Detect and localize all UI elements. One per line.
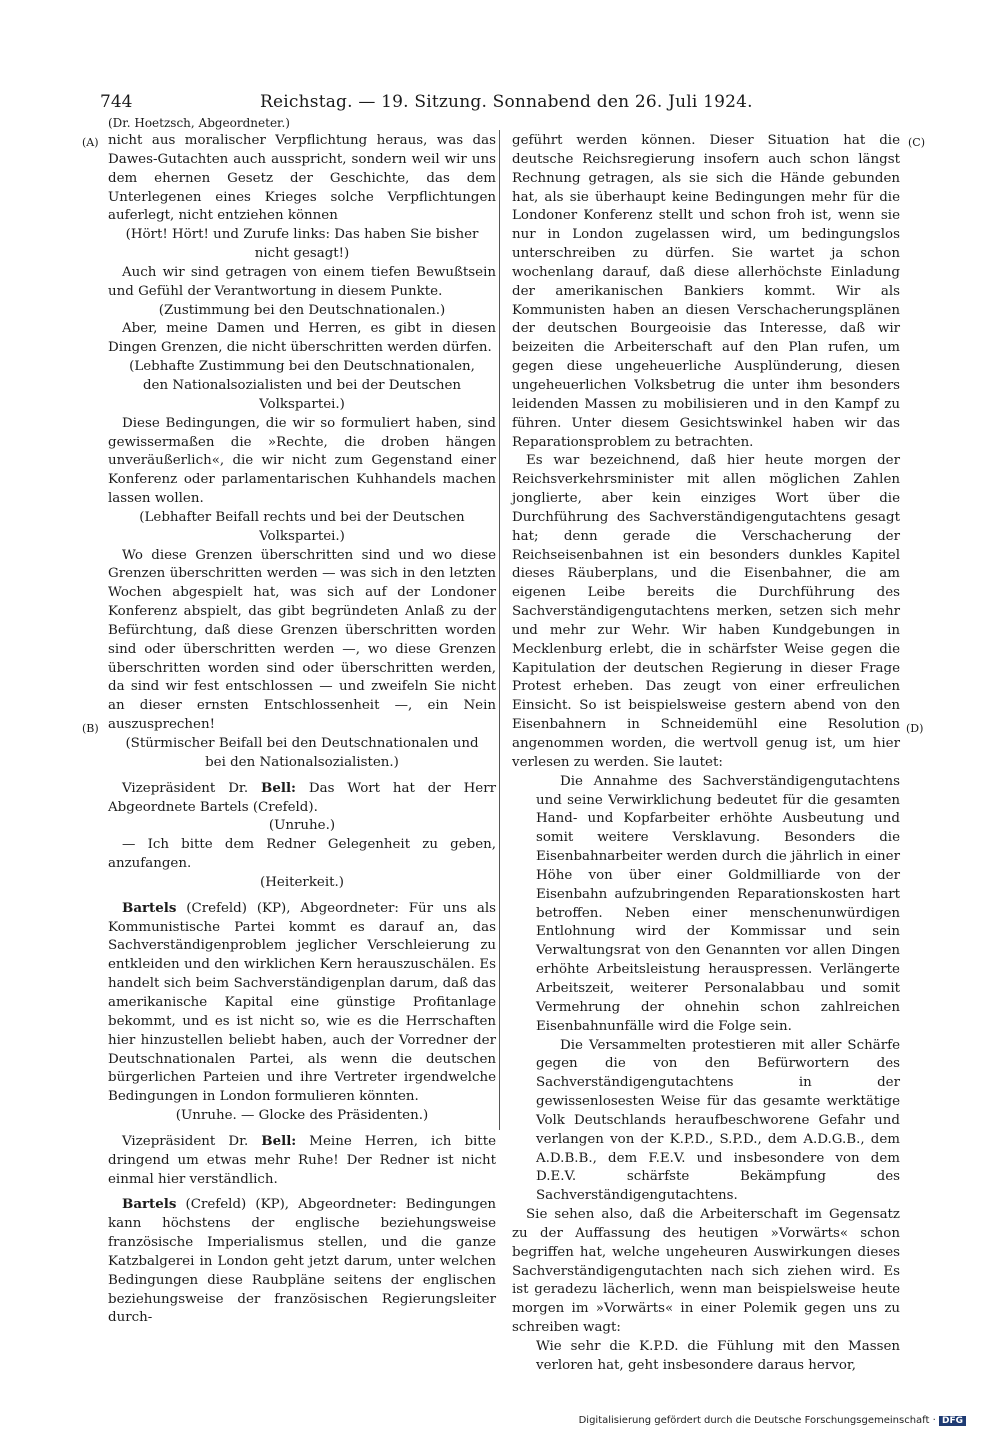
margin-marker-d: (D) <box>906 722 924 735</box>
speaker-name: Bartels <box>122 899 177 916</box>
interjection: (Lebhafter Beifall rechts und bei der Deutschen Volkspartei.) <box>139 509 465 544</box>
speech-text: (Crefeld) (KP), Abgeordneter: Für uns als Kommunistische Partei kommt es darauf an, das Sachverständigenproblem jeglicher Verschleierung zu entkleiden und den wirklichen Kern herauszuschälen. Es handelt sich beim Sachverständigenplan darum, daß das amerikanische Kapital eine günstige Profitanlage bekommt, und es ist nicht so, wie es die Herrschaften hier hinzustellen beliebt haben, auch der Vorredner der Deutschnationalen Partei, als wenn die deutschen bürgerlichen Parteien und ihre Vertreter irgendwelche Bedingungen in London formulieren könnten. <box>108 900 496 1105</box>
paragraph: Aber, meine Damen und Herren, es gibt in diesen Dingen Grenzen, die nicht überschritten werden dürfen. <box>108 321 496 356</box>
speech-text: Das Wort hat der Herr Abgeordnete Bartels (Crefeld). <box>108 780 496 815</box>
paragraph: Diese Bedingungen, die wir so formuliert haben, sind gewissermaßen die »Rechte, die droben hängen unveräußerlich«, die wir nicht zum Gegenstand einer Konferenz oder parlamentarischen Kuhhandels machen lassen wollen. <box>108 415 496 507</box>
paragraph: Es war bezeichnend, daß hier heute morgen der Reichsverkehrsminister mit allen möglichen Zahlen jonglierte, aber kein einziges Wort über die Durchführung des Sachverständigengutachtens gesagt hat; denn gerade die Verschacherung der Reichseisenbahnen ist ein besonders dunkles Kapitel dieses Räuberplans, und die Eisenbahner, die am eigenen Leibe bereits die Durchführung des Sachverständigengutachtens merken, setzen sich mehr und mehr zur Wehr. Wir haben Kundgebungen in Mecklenburg erlebt, die in schärfster Weise gegen die Kapitulation der deutschen Regierung in dieser Frage Protest erheben. Das zeugt von einer erfreulichen Einsicht. So ist beispielsweise gestern abend von den Eisenbahnern in Schneidemühl eine Resolution angenommen worden, die wertvoll genug ist, um hier verlesen zu werden. Sie lautet: <box>512 453 900 770</box>
right-column <box>512 132 900 1376</box>
left-column <box>108 132 496 1328</box>
speaker-title: Vizepräsident Dr. <box>122 1133 262 1149</box>
quoted-resolution: Die Annahme des Sachverständigengutachtens und seine Verwirklichung bedeutet für die gesamten Hand- und Kopfarbeiter erhöhte Ausbeutung und somit weitere Versklavung. Besonders die Eisenbahnarbeiter werden durch die jährlich in einer Höhe von über einer Goldmilliarde von der Eisenbahn aufzubringenden Reparationskosten hart betroffen. Neben einer menschenunwürdigen Entlohnung wird der Kommissar und sein Verwaltungsrat von den Genannten vor allen Dingen erhöhte Arbeitsleistung herauspressen. Verlängerte Arbeitszeit, weiterer Personalabbau und somit Vermehrung der ohnehin schon zahlreichen Eisenbahnunfälle wird die Folge sein. <box>536 773 900 1034</box>
interjection: (Zustimmung bei den Deutschnationalen.) <box>158 302 446 318</box>
interjection: (Unruhe. — Glocke des Präsidenten.) <box>175 1108 429 1124</box>
speaker-name: Bartels <box>122 1196 177 1213</box>
speaker-name: Bell: <box>261 779 296 796</box>
quoted-text: Wie sehr die K.P.D. die Fühlung mit den Massen verloren hat, geht insbesondere daraus hervor, <box>536 1339 900 1373</box>
interjection: (Hört! Hört! und Zurufe links: Das haben Sie bisher nicht gesagt!) <box>125 227 479 262</box>
page-title: Reichstag. — 19. Sitzung. Sonnabend den 26. Juli 1924. <box>260 92 753 112</box>
running-speaker-note: (Dr. Hoetzsch, Abgeordneter.) <box>108 116 290 130</box>
quoted-resolution: Die Versammelten protestieren mit aller Schärfe gegen die von den Befürwortern des Sachverständigengutachtens in der gewissenlosesten Weise für das gesamte werktätige Volk Deutschlands heraufbeschworene Gefahr und verlangen von der K.P.D., S.P.D., dem A.D.G.B., dem A.D.B.B., dem F.E.V. und insbesondere von dem D.E.V. schärfste Bekämpfung des Sachverständigengutachtens. <box>536 1037 900 1204</box>
paragraph-bartels <box>108 1195 496 1328</box>
page-number: 744 <box>100 92 133 112</box>
paragraph: Auch wir sind getragen von einem tiefen Bewußtsein und Gefühl der Verantwortung in diesem Punkte. <box>108 264 496 299</box>
paragraph-vice-president <box>108 1132 496 1190</box>
speaker-title: Vizepräsident Dr. <box>122 780 262 796</box>
interjection: (Stürmischer Beifall bei den Deutschnationalen und bei den Nationalsozialisten.) <box>125 736 479 770</box>
paragraph: — Ich bitte dem Redner Gelegenheit zu geben, anzufangen. <box>108 837 496 872</box>
funding-footer <box>579 1415 966 1426</box>
paragraph: nicht aus moralischer Verpflichtung heraus, was das Dawes-Gutachten auch ausspricht, sondern weil wir uns dem ehernen Gesetz der Geschichte, das dem Unterlegenen eines Krieges solche Verpflichtungen auferlegt, nicht entziehen können <box>108 133 496 224</box>
paragraph: geführt werden können. Dieser Situation hat die deutsche Reichsregierung insofern auch schon längst Rechnung getragen, als sie sich die Hände gebunden hat, als sie überhaupt keine Bedingungen mehr für die Londoner Konferenz stellt und schon froh ist, wenn sie nur in London zugelassen wird, um bedingungslos unterschreiben zu dürfen. Sie wartet ja schon wochenlang darauf, daß diese allerhöchste Einladung der amerikanischen Bankiers kommt. Wir als Kommunisten haben an diesen Verschacherungsplänen der deutschen Bourgeoisie das Interesse, daß wir beizeiten die Arbeiterschaft auf den Plan rufen, um gegen diese ungeheuerliche Ausplünderung, diesen ungeheuerlichen Volksbetrug die unter ihm besonders leidenden Massen zu mobilisieren und in den Kampf zu führen. Unter diesem Gesichtswinkel haben wir das Reparationsproblem zu betrachten. <box>512 133 900 450</box>
paragraph-vice-president <box>108 779 496 818</box>
paragraph-bartels <box>108 899 496 1107</box>
footer-text: Digitalisierung gefördert durch die Deutsche Forschungsgemeinschaft · <box>578 1415 936 1426</box>
speech-text: Meine Herren, ich bitte dringend um etwas mehr Ruhe! Der Redner ist nicht einmal hier verständlich. <box>108 1133 496 1187</box>
interjection: (Unruhe.) <box>268 818 336 834</box>
speaker-name: Bell: <box>261 1132 297 1149</box>
paragraph: Sie sehen also, daß die Arbeiterschaft im Gegensatz zu der Auffassung des heutigen »Vorwärts« schon begriffen hat, welche ungeheuren Auswirkungen dieses Sachverständigengutachten nach sich ziehen wird. Es ist geradezu lächerlich, wenn man beispielsweise heute morgen im »Vorwärts« in einer Polemik gegen uns zu schreiben wagt: <box>512 1207 900 1336</box>
column-divider <box>499 130 500 1130</box>
interjection: (Lebhafte Zustimmung bei den Deutschnationalen, den Nationalsozialisten und bei der Deutschen Volkspartei.) <box>129 359 475 412</box>
speech-text: (Crefeld) (KP), Abgeordneter: Bedingungen kann höchstens der englische beziehungsweise französische Imperialismus stellen, und die ganze Katzbalgerei in London geht jetzt darum, unter welchen Bedingungen diese Raubpläne seitens der englischen beziehungsweise der französischen Regierungsleiter durch- <box>108 1197 496 1326</box>
margin-marker-a: (A) <box>82 136 99 149</box>
paragraph: Wo diese Grenzen überschritten sind und wo diese Grenzen überschritten werden — was sich in den letzten Wochen abgespielt hat, was sich auf der Londoner Konferenz abspielt, das gibt begründeten Anlaß zu der Befürchtung, daß diese Grenzen überschritten worden sind oder überschritten werden —, wo diese Grenzen überschritten worden sind oder überschritten werden, da sind wir fest entschlossen — und zweifeln Sie nicht an dieser ernsten Entschlossenheit —, ein Nein auszusprechen! <box>108 547 496 733</box>
interjection: (Heiterkeit.) <box>260 874 344 890</box>
page-header <box>100 92 900 118</box>
dfg-logo: DFG <box>939 1416 966 1426</box>
margin-marker-c: (C) <box>908 136 925 149</box>
margin-marker-b: (B) <box>82 722 99 735</box>
